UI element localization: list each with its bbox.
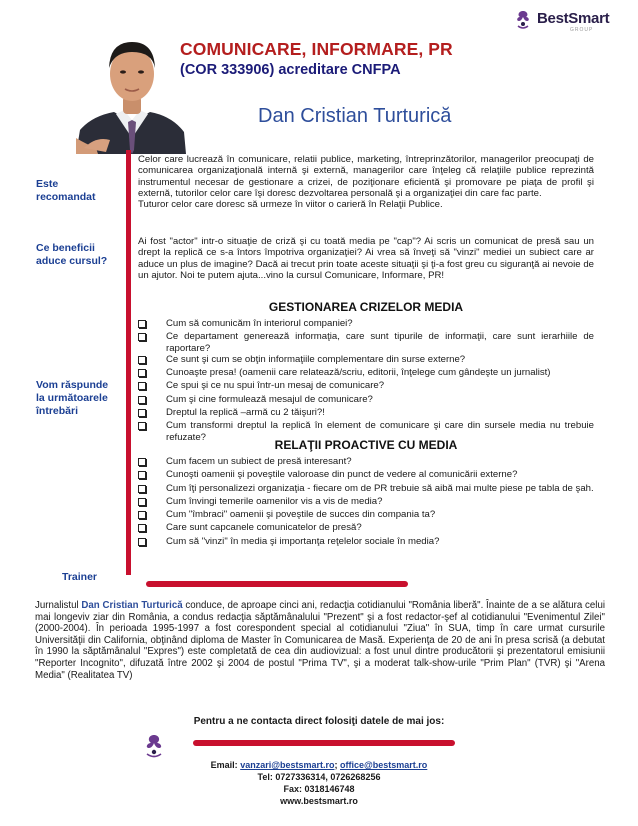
email-link-office[interactable]: office@bestsmart.ro xyxy=(340,760,428,770)
flourish-icon xyxy=(512,8,534,30)
checkbox-icon xyxy=(138,396,146,404)
list-item: Care sunt capcanele comunicatelor de presă? xyxy=(138,522,594,535)
benefits-text: Ai fost "actor" intr-o situaţie de criză şi cu toată media pe "cap"? Ai scris un comunicat de presă sau un drept la replică ce s-a întors împotriva organizaţiei? Ai vrea să înveţi să "vinzi" mediei un subiect care ar aduce un plus de imagine? Dacă ai trecut prin toate aceste situaţii şi ţi-a fost greu cu siguranţă ai nevoie de un ajutor. Noi te putem ajuta...vino la cursul Comunicare, Informare, PR! xyxy=(138,236,594,281)
list-item: Ce sunt şi cum se obţin informaţiile complementare din surse externe? xyxy=(138,354,594,367)
list-item: Cum facem un subiect de presă interesant? xyxy=(138,456,594,469)
checkbox-icon xyxy=(138,538,146,546)
checkbox-icon xyxy=(138,471,146,479)
proactive-question-list xyxy=(138,456,594,549)
contact-heading: Pentru a ne contacta direct folosiţi datele de mai jos: xyxy=(193,716,445,727)
checkbox-icon xyxy=(138,409,146,417)
checkbox-icon xyxy=(138,422,146,430)
contact-phone: Tel: 0727336314, 0726268256 xyxy=(257,772,381,782)
email-link-sales[interactable]: vanzari@bestsmart.ro xyxy=(240,760,335,770)
checkbox-icon xyxy=(138,511,146,519)
brand-logo xyxy=(512,6,632,32)
contact-divider xyxy=(193,740,455,746)
list-item: Ce spui şi ce nu spui într-un mesaj de comunicare? xyxy=(138,380,594,393)
crisis-question-list xyxy=(138,318,594,443)
heading-proactive-relations: RELAŢII PROACTIVE CU MEDIA xyxy=(274,438,458,452)
checkbox-icon xyxy=(138,333,146,341)
list-item: Cum să "vinzi" în media şi importanţa reţelelor sociale în media? xyxy=(138,536,594,549)
checkbox-icon xyxy=(138,382,146,390)
vertical-divider xyxy=(126,150,131,575)
trainer-name: Dan Cristian Turturică xyxy=(258,105,452,127)
checkbox-icon xyxy=(138,369,146,377)
brand-name: BestSmart xyxy=(537,10,610,28)
label-trainer: Trainer xyxy=(62,571,98,583)
bio-trainer-name: Dan Cristian Turturică xyxy=(81,600,183,611)
list-item: Cum "îmbraci" oamenii şi poveştile de succes din compania ta? xyxy=(138,509,594,522)
flourish-icon xyxy=(140,732,168,760)
checkbox-icon xyxy=(138,498,146,506)
recommended-text xyxy=(138,154,594,210)
list-item: Cunoaşte presa! (oamenii care relatează/scriu, editorii, înţelege cum gândeşte un jurnalist) xyxy=(138,367,594,380)
checkbox-icon xyxy=(138,524,146,532)
brand-tagline: GROUP xyxy=(570,27,594,33)
contact-email-line: Email: vanzari@bestsmart.ro; office@bestsmart.ro xyxy=(210,760,428,770)
list-item: Cum să comunicăm în interiorul companiei? xyxy=(138,318,594,331)
trainer-divider xyxy=(146,581,408,587)
list-item: Cum şi cine formulează mesajul de comunicare? xyxy=(138,394,594,407)
list-item: Ce departament generează informaţia, care sunt tipurile de informaţii, care sunt ierarhiile de raportare? xyxy=(138,331,594,354)
contact-fax: Fax: 0318146748 xyxy=(283,784,355,794)
checkbox-icon xyxy=(138,458,146,466)
label-recommended: Este recomandat xyxy=(36,178,96,203)
list-item: Dreptul la replică –armă cu 2 tăişuri?! xyxy=(138,407,594,420)
checkbox-icon xyxy=(138,485,146,493)
checkbox-icon xyxy=(138,356,146,364)
trainer-photo xyxy=(76,26,186,154)
trainer-bio: Jurnalistul Dan Cristian Turturică conduce, de aproape cinci ani, redacţia cotidianului "România liberă". Înainte de a se alătura celui mai longeviv ziar din România, a condus redacţia săptămânalului "Prezent" şi a fost redactor-şef al cotidianului "Evenimentul Zilei" (2000-2004). În perioada 1995-1997 a fost corespondent special al cotidianului "Ziua" în SUA, timp în care urmat cursurile Universităţii din California, obţinând diploma de Master în Comunicarea de Masă. Experienţa de 20 de ani în presa scrisă (a debutat în 1990 la săptămânalul "Expres") este completată de cea din audiovizual: a fost unul dintre producătorii şi prezentatorul emisiunii "Reporter Incognito", difuzată între 2002 şi 2004 de postul "Prima TV", şi a moderat talk-show-urile "Prim Plan" (TVR) şi "Arena Media" (Realitatea TV) xyxy=(35,600,605,681)
course-accreditation: (COR 333906) acreditare CNFPA xyxy=(180,62,401,78)
course-title: COMUNICARE, INFORMARE, PR xyxy=(180,39,453,59)
list-item: Cum transformi dreptul la replică în element de comunicare şi care din sursele media nu trebuie refuzate? xyxy=(138,420,594,443)
list-item: Cum îţi personalizezi organizaţia - fiecare om de PR trebuie să aibă mai multe piese pe tabla de şah. xyxy=(138,483,594,496)
contact-website[interactable]: www.bestsmart.ro xyxy=(280,796,358,806)
label-benefits: Ce beneficii aduce cursul? xyxy=(36,242,108,267)
label-questions: Vom răspunde la următoarele întrebări xyxy=(36,379,109,417)
list-item: Cunoşti oamenii şi poveştile valoroase din punct de vedere al comunicării externe? xyxy=(138,469,594,482)
list-item: Cum învingi temerile oamenilor vis a vis de media? xyxy=(138,496,594,509)
checkbox-icon xyxy=(138,320,146,328)
recommended-line-1: Celor care lucrează în comunicare, relatii publice, marketing, întreprinzătorilor, managerilor preocupaţi de comunicarea organizaţională internă şi externă, managerilor care înţeleg că relaţiile publice reprezintă instrumentul necesar de gestionare a crizei, de poziţionare eficientă şi promovare pe piaţa de profil şi externă, tutorilor celor care îşi doresc dezvoltarea personală şi a organizaţiei din care fac parte. xyxy=(138,154,594,199)
heading-crisis-management: GESTIONAREA CRIZELOR MEDIA xyxy=(268,300,464,314)
recommended-line-2: Tuturor celor care doresc să urmeze în viitor o carieră în Relaţii Publice. xyxy=(138,199,443,211)
